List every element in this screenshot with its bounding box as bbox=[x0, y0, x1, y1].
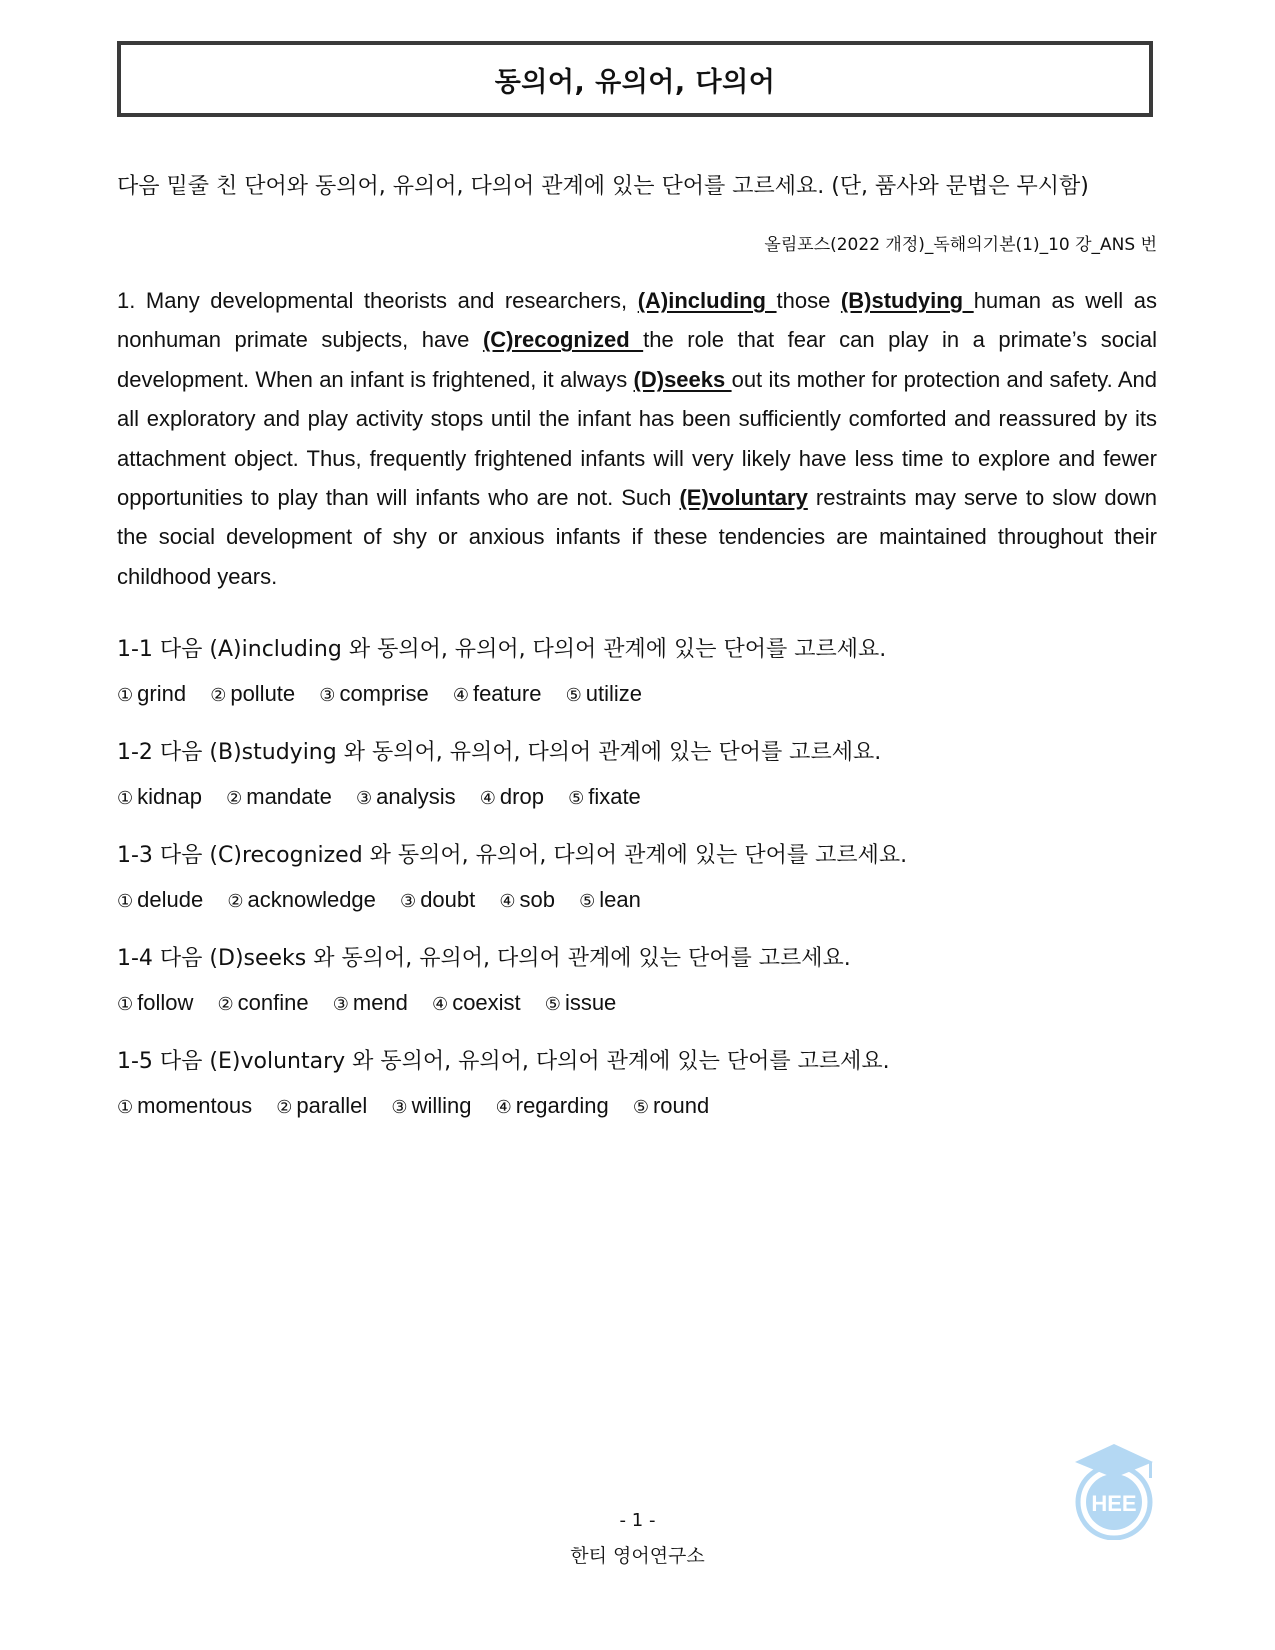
option-label: mend bbox=[352, 990, 408, 1015]
option[interactable] bbox=[453, 681, 542, 706]
option-number: ⑤ bbox=[565, 685, 582, 706]
option-number: ③ bbox=[356, 788, 373, 809]
option[interactable] bbox=[499, 887, 555, 912]
option-number: ⑤ bbox=[568, 788, 585, 809]
option[interactable] bbox=[333, 990, 408, 1015]
page-title: 동의어, 유의어, 다의어 bbox=[494, 66, 776, 98]
option-number: ① bbox=[117, 891, 134, 912]
question-stem: 1-4 다음 (D)seeks 와 동의어, 유의어, 다의어 관계에 있는 단어를 고르세요. bbox=[117, 946, 851, 971]
option-label: round bbox=[652, 1093, 710, 1118]
option[interactable] bbox=[117, 1093, 252, 1118]
option-number: ① bbox=[117, 1097, 134, 1118]
option[interactable] bbox=[432, 990, 521, 1015]
option-number: ④ bbox=[495, 1097, 512, 1118]
option-number: ③ bbox=[400, 891, 417, 912]
option-label: feature bbox=[472, 681, 542, 706]
passage-text: 1. Many developmental theorists and researchers, bbox=[117, 288, 638, 313]
option-label: parallel bbox=[296, 1093, 368, 1118]
option-number: ⑤ bbox=[632, 1097, 649, 1118]
underlined-word-b: (B)studying bbox=[840, 288, 974, 313]
passage-text: the role that fear can play in a primate’s social development. When an infant is frightened, it always bbox=[117, 327, 1157, 392]
option[interactable] bbox=[496, 1093, 609, 1118]
option[interactable] bbox=[356, 784, 456, 809]
source-label: 올림포스(2022 개정)_독해의기본(1)_10 강_ANS 번 bbox=[764, 235, 1157, 255]
question-1-5 bbox=[117, 1047, 1157, 1123]
passage bbox=[117, 281, 1157, 596]
option[interactable] bbox=[545, 990, 617, 1015]
option-list bbox=[117, 1091, 1157, 1123]
title-box bbox=[117, 41, 1153, 117]
option[interactable] bbox=[227, 887, 376, 912]
option[interactable] bbox=[117, 887, 203, 912]
option[interactable] bbox=[400, 887, 475, 912]
option[interactable] bbox=[633, 1093, 709, 1118]
option-label: kidnap bbox=[137, 784, 202, 809]
underlined-word-e: (E)voluntary bbox=[679, 485, 808, 511]
question-stem: 1-5 다음 (E)voluntary 와 동의어, 유의어, 다의어 관계에 있는 단어를 고르세요. bbox=[117, 1049, 890, 1074]
question-stem: 1-1 다음 (A)including 와 동의어, 유의어, 다의어 관계에 있는 단어를 고르세요. bbox=[117, 637, 887, 662]
option[interactable] bbox=[579, 887, 641, 912]
option-label: sob bbox=[519, 887, 555, 912]
option-label: fixate bbox=[588, 784, 641, 809]
option-label: doubt bbox=[420, 887, 476, 912]
footer-organization: 한티 영어연구소 bbox=[570, 1545, 705, 1567]
option-label: comprise bbox=[339, 681, 429, 706]
instruction-text: 다음 밑줄 친 단어와 동의어, 유의어, 다의어 관계에 있는 단어를 고르세요. (단, 품사와 문법은 무시함) bbox=[117, 174, 1089, 199]
option[interactable] bbox=[226, 784, 332, 809]
underlined-word-d: (D)seeks bbox=[633, 366, 732, 392]
option[interactable] bbox=[568, 784, 641, 809]
question-stem: 1-2 다음 (B)studying 와 동의어, 유의어, 다의어 관계에 있는 단어를 고르세요. bbox=[117, 740, 882, 765]
option-number: ⑤ bbox=[544, 994, 561, 1015]
logo-text: HEE bbox=[1091, 1491, 1137, 1516]
option-label: acknowledge bbox=[247, 887, 376, 912]
option-list bbox=[117, 988, 1157, 1020]
underlined-word-a: (A)including bbox=[637, 288, 777, 313]
option[interactable] bbox=[319, 681, 428, 706]
option-number: ⑤ bbox=[579, 891, 596, 912]
option-number: ④ bbox=[499, 891, 516, 912]
option-label: willing bbox=[411, 1093, 472, 1118]
question-1-1 bbox=[117, 635, 1157, 711]
option-list bbox=[117, 679, 1157, 711]
option[interactable] bbox=[218, 990, 309, 1015]
option[interactable] bbox=[276, 1093, 367, 1118]
option-label: drop bbox=[499, 784, 544, 809]
question-1-2 bbox=[117, 738, 1157, 814]
option-number: ③ bbox=[319, 685, 336, 706]
question-stem: 1-3 다음 (C)recognized 와 동의어, 유의어, 다의어 관계에 있는 단어를 고르세요. bbox=[117, 843, 908, 868]
passage-text: human as well as nonhuman primate subjects, have bbox=[117, 288, 1157, 353]
option-number: ② bbox=[276, 1097, 293, 1118]
option[interactable] bbox=[566, 681, 642, 706]
option[interactable] bbox=[117, 681, 186, 706]
option[interactable] bbox=[391, 1093, 471, 1118]
underlined-word-c: (C)recognized bbox=[482, 327, 644, 353]
option-list bbox=[117, 782, 1157, 814]
option-label: lean bbox=[599, 887, 641, 912]
option-number: ② bbox=[217, 994, 234, 1015]
option-label: regarding bbox=[515, 1093, 609, 1118]
option[interactable] bbox=[117, 990, 193, 1015]
option-number: ① bbox=[117, 788, 134, 809]
option-label: analysis bbox=[376, 784, 456, 809]
option-number: ① bbox=[117, 994, 134, 1015]
passage-text: out its mother for protection and safety. And all exploratory and play activity stops until the infant has been sufficiently comforted and reassured by its attachment object. Thus, frequently frightened infants will very likely have less time to explore and fewer opportunities to play than will infants who are not. Such bbox=[117, 366, 1157, 511]
option-number: ④ bbox=[479, 788, 496, 809]
option-label: mandate bbox=[246, 784, 332, 809]
option-list bbox=[117, 885, 1157, 917]
option-label: follow bbox=[137, 990, 194, 1015]
option-label: delude bbox=[137, 887, 204, 912]
option-label: utilize bbox=[585, 681, 642, 706]
page-number: - 1 - bbox=[619, 1510, 656, 1531]
option-label: grind bbox=[137, 681, 187, 706]
option-number: ① bbox=[117, 685, 134, 706]
option-number: ② bbox=[227, 891, 244, 912]
option-label: momentous bbox=[137, 1093, 253, 1118]
question-1-4 bbox=[117, 944, 1157, 1020]
option-number: ④ bbox=[452, 685, 469, 706]
option[interactable] bbox=[210, 681, 295, 706]
passage-text: restraints may serve to slow down the social development of shy or anxious infants if these tendencies are maintained throughout their childhood years. bbox=[117, 485, 1157, 589]
option-number: ③ bbox=[391, 1097, 408, 1118]
question-1-3 bbox=[117, 841, 1157, 917]
option-label: issue bbox=[564, 990, 617, 1015]
option-label: confine bbox=[237, 990, 309, 1015]
option-number: ③ bbox=[332, 994, 349, 1015]
option-label: pollute bbox=[230, 681, 296, 706]
option-number: ④ bbox=[432, 994, 449, 1015]
passage-text: those bbox=[776, 288, 841, 313]
option-number: ② bbox=[226, 788, 243, 809]
option[interactable] bbox=[480, 784, 544, 809]
option-number: ② bbox=[210, 685, 227, 706]
option[interactable] bbox=[117, 784, 202, 809]
option-label: coexist bbox=[452, 990, 521, 1015]
